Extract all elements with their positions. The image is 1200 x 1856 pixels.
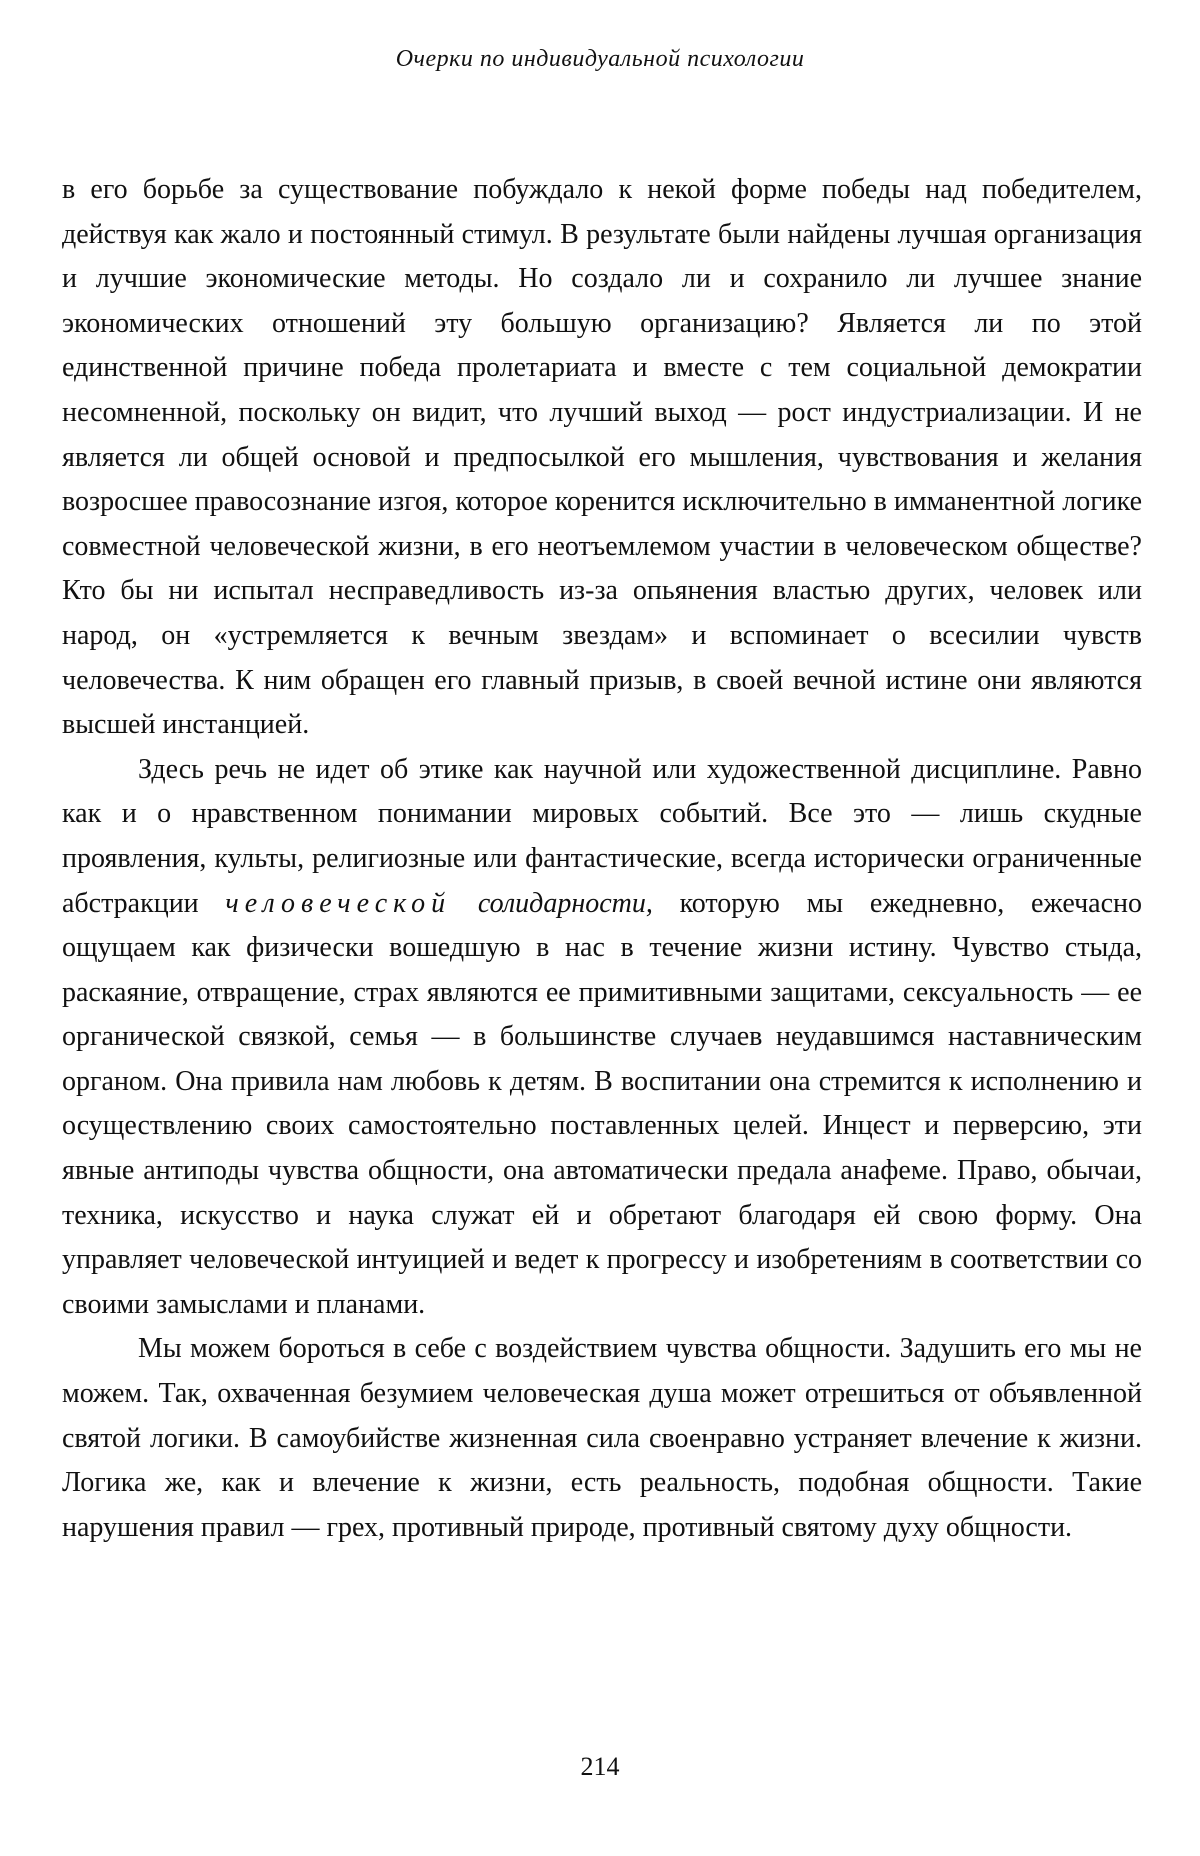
paragraph-2 <box>62 748 1142 1328</box>
page-body <box>62 168 1142 1550</box>
paragraph-1: в его борьбе за существование побуждало к некой форме победы над победителем, действуя как жало и постоянный стимул. В результате были найдены лучшая организация и лучшие экономические методы. Но создало ли и сохранило ли лучшее знание экономических отношений эту большую организацию? Является ли по этой единственной причине победа пролетариата и вместе с тем социальной демократии несомненной, поскольку он видит, что лучший выход — рост индустриализации. И не является ли общей основой и предпосылкой его мышления, чувствования и желания возросшее правосознание изгоя, которое коренится исключительно в имманентной логике совместной человеческой жизни, в его неотъемлемом участии в человеческом обществе? Кто бы ни испытал несправедливость из-за опьянения властью других, человек или народ, он «устремляется к вечным звездам» и вспоминает о всесилии чувств человечества. К ним обращен его главный призыв, в своей вечной истине они являются высшей инстанцией. <box>62 174 1142 741</box>
page-number: 214 <box>580 1752 620 1781</box>
emphasis-spaced-word: человеческой <box>225 887 452 919</box>
paragraph-2-text-end: которую мы ежедневно, ежечасно ощущаем как физически вошедшую в нас в течение жизни истину. Чувство стыда, раскаяние, отвращение, страх являются ее примитивными защитами, сексуальность — ее органической связкой, семья — в большинстве случаев неудавшимся наставническим органом. Она привила нам любовь к детям. В воспитании она стремится к исполнению и осуществлению своих самостоятельно поставленных целей. Инцест и перверсию, эти явные антиподы чувства общности, она автоматически предала анафеме. Право, обычаи, техника, искусство и наука служат ей и обретают благодаря ей свою форму. Она управляет человеческой интуицией и ведет к прогрессу и изобретениям в соответствии со своими замыслами и планами. <box>62 887 1142 1320</box>
paragraph-3: Мы можем бороться в себе с воздействием чувства общности. Задушить его мы не можем. Так, охваченная безумием человеческая душа может отрешиться от объявленной святой логики. В самоубийстве жизненная сила своенравно устраняет влечение к жизни. Логика же, как и влечение к жизни, есть реальность, подобная общности. Такие нарушения правил — грех, противный природе, противный святому духу общности. <box>62 1333 1142 1543</box>
emphasis-italic-word: солидарности, <box>477 887 653 919</box>
running-header: Очерки по индивидуальной психологии <box>395 46 805 72</box>
paragraph-2-text-start: Здесь речь не идет об этике как научной или художественной дисциплине. Равно как и о нравственном понимании мировых событий. Все это — лишь скудные проявления, культы, религиозные или фантастические, всегда исторически ограниченные абстракции <box>62 753 1142 919</box>
